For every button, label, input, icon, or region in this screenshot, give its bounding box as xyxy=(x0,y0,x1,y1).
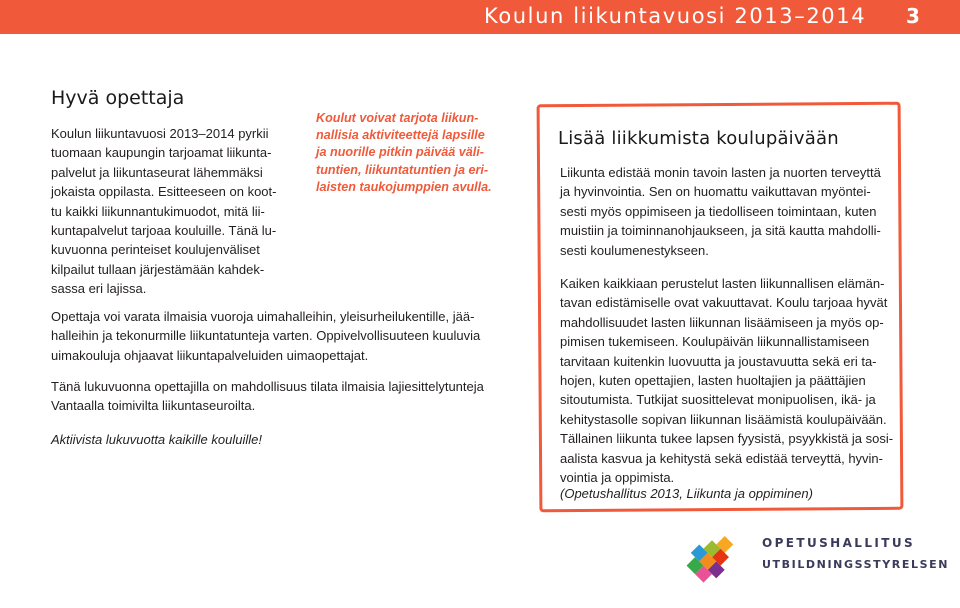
quote-line: Koulut voivat tarjota liikun- xyxy=(316,111,479,125)
paragraph-line: Vantaalla toimivilta liikuntaseuroilta. xyxy=(51,398,256,414)
closing-line: Aktiivista lukuvuotta kaikille kouluille! xyxy=(51,432,262,447)
intro-line: kilpailut tullaan järjestämään kahdek- xyxy=(51,261,265,277)
quote-line: laisten taukojumppien avulla. xyxy=(316,179,492,194)
intro-line: jokaista oppilasta. Esitteeseen on koot- xyxy=(51,184,277,200)
box-line: Tällainen liikunta tukee lapsen fyysistä, psyykkistä ja sosi- xyxy=(560,431,894,447)
quote-line: nallisia aktiviteettejä lapsille xyxy=(316,128,485,143)
paragraph-line: Opettaja voi varata ilmaisia vuoroja uimahalleihin, yleisurheilukentille, jää- xyxy=(51,309,475,324)
box-line: tarvitaan kuitenkin luovuutta ja joustavuutta sekä eri ta- xyxy=(560,353,877,369)
box-line: muistiin ja toiminnanohjaukseen, ja sitä kautta mahdolli- xyxy=(560,223,881,239)
page-header xyxy=(0,0,960,34)
box-line: pimisen tukemiseen. Koulupäivän liikunnallistamiseen xyxy=(560,334,870,350)
quote-line: ja nuorille pitkin päivää väli- xyxy=(316,145,484,160)
intro-paragraph xyxy=(51,124,281,299)
paragraph-line: Tänä lukuvuonna opettajilla on mahdollisuus tilata ilmaisia lajiesittelytunteja xyxy=(51,379,484,394)
box-line: sesti koulumenestykseen. xyxy=(560,242,709,258)
box-line: Liikunta edistää monin tavoin lasten ja nuorten terveyttä xyxy=(560,165,881,180)
intro-line: palvelut ja liikuntaseurat lähemmäksi xyxy=(51,164,263,180)
intro-line: tuomaan kaupungin tarjoamat liikunta- xyxy=(51,145,272,161)
box-line: sesti myös oppimiseen ja tiedolliseen toimintaan, kuten xyxy=(560,203,877,219)
box-line: sitoutumista. Tutkijat suosittelevat monipuolisen, ikä- ja xyxy=(560,392,876,408)
intro-line: tu kaikki liikunnantukimuodot, mitä lii- xyxy=(51,203,265,219)
info-box-paragraph-2 xyxy=(560,274,894,487)
info-box-paragraph-1 xyxy=(560,163,890,260)
opetushallitus-logo xyxy=(680,528,950,590)
paragraph-line: halleihin ja tekonurmille liikuntatunteja varten. Oppivelvollisuuteen kuuluvia xyxy=(51,328,481,344)
info-box-title: Lisää liikkumista koulupäivään xyxy=(558,128,839,149)
sports-club-paragraph xyxy=(51,377,491,416)
citation: (Opetushallitus 2013, Liikunta ja oppiminen) xyxy=(560,486,813,501)
intro-line: kuntapalvelut tarjoaa kouluille. Tänä lu- xyxy=(51,223,277,239)
logo-text-finnish: OPETUSHALLITUS xyxy=(762,536,916,550)
box-line: mahdollisuudet lasten liikunnan lisäämiseen ja myös op- xyxy=(560,314,884,330)
box-line: hojen, kuten opettajien, lasten huoltajien ja päättäjien xyxy=(560,373,866,389)
quote-line: tuntien, liikuntatuntien ja eri- xyxy=(316,162,489,177)
letter-heading: Hyvä opettaja xyxy=(51,87,185,109)
opetushallitus-logo-icon xyxy=(680,532,744,588)
box-line: ja hyvinvointia. Sen on huomattu vaikuttavan myöntei- xyxy=(560,184,871,200)
pull-quote xyxy=(316,110,516,196)
intro-line: kuvuonna perinteiset koulujenväliset xyxy=(51,242,260,258)
box-line: kehitystasolle sopivan liikunnan lisäämistä koulupäivään. xyxy=(560,411,887,427)
booking-paragraph xyxy=(51,307,491,365)
intro-line: Koulun liikuntavuosi 2013–2014 pyrkii xyxy=(51,126,269,141)
header-title: Koulun liikuntavuosi 2013–2014 xyxy=(484,4,867,28)
page-number: 3 xyxy=(906,4,920,28)
box-line: Kaiken kaikkiaan perustelut lasten liikunnallisen elämän- xyxy=(560,276,885,291)
box-line: tavan edistämiselle ovat vakuuttavat. Koulu tarjoaa hyvät xyxy=(560,295,888,311)
logo-text-swedish: UTBILDNINGSSTYRELSEN xyxy=(762,558,950,571)
paragraph-line: uimakouluja ohjaavat liikuntapalveluiden uimaopettajat. xyxy=(51,347,369,363)
box-line: aalista kasvua ja kehitystä sekä edistää terveyttä, hyvin- xyxy=(560,450,883,466)
box-line: vointia ja oppimista. xyxy=(560,470,675,486)
intro-line: sassa eri lajissa. xyxy=(51,281,147,297)
